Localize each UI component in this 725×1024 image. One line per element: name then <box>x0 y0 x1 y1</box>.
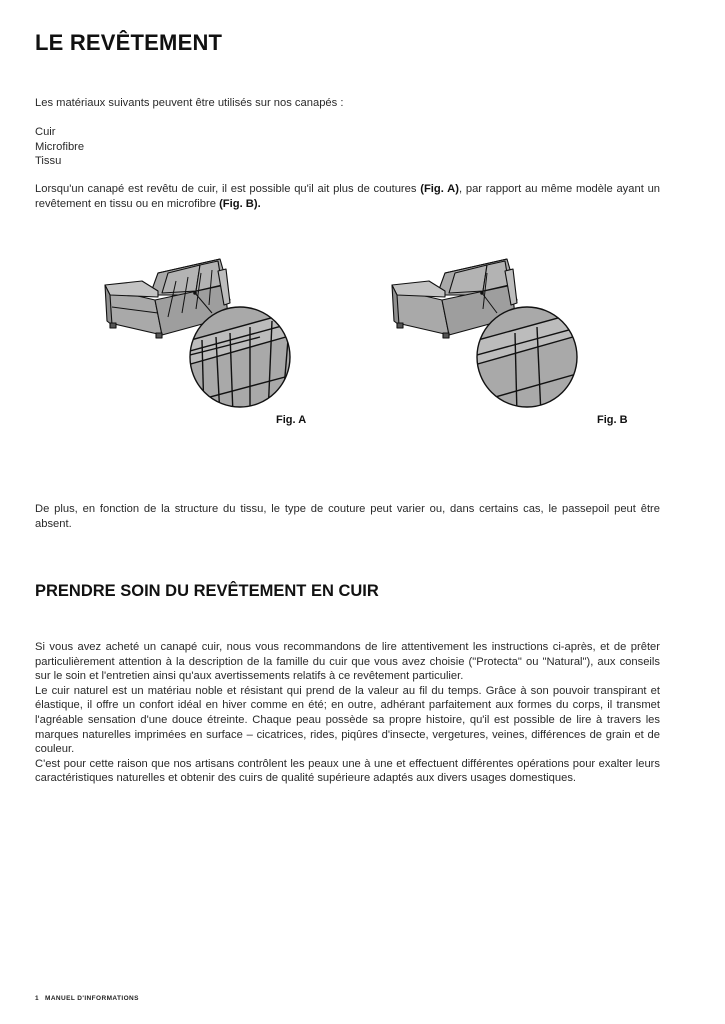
care-paragraph <box>35 640 660 786</box>
seams-paragraph <box>35 182 660 211</box>
page-number: 1 <box>35 995 40 1002</box>
material-item: Tissu <box>35 155 62 168</box>
fig-b-reference: (Fig. B). <box>219 197 261 210</box>
page-title: LE REVÊTEMENT <box>35 30 223 55</box>
figure-a-sofa-illustration <box>100 255 300 420</box>
care-text-3: C'est pour cette raison que nos artisans contrôlent les peaux une à une et effectuent différentes opérations pour exalter leurs caractéristiques naturelles et obtenir des cuirs de qualité supérieure adaptés aux divers usages domestiques. <box>35 757 660 785</box>
figure-a-label: Fig. A <box>276 414 307 426</box>
footer-label: MANUEL D'INFORMATIONS <box>45 995 139 1002</box>
seams-text-2: , par rapport au même modèle ayant un revêtement en tissu ou en microfibre <box>35 183 661 210</box>
seams-text-1: Lorsqu'un canapé est revêtu de cuir, il est possible qu'il ait plus de coutures <box>35 183 421 195</box>
figure-b-label: Fig. B <box>597 414 628 426</box>
materials-list <box>35 125 660 169</box>
care-text-1: Si vous avez acheté un canapé cuir, nous vous recommandons de lire attentivement les instructions ci-après, et de prêter particulièrement attention à la description de la famille du cuir que vous avez choisie ("Protecta" ou "Natural"), aux conseils sur le soin et l'entretien ainsi qu'aux avertissements relatifs à ce revêtement particulier. <box>35 641 660 683</box>
material-item: Cuir <box>35 126 56 138</box>
page-footer <box>35 995 139 1002</box>
intro-text: Les matériaux suivants peuvent être utilisés sur nos canapés : <box>35 97 344 109</box>
material-item: Microfibre <box>35 140 85 153</box>
section-title: PRENDRE SOIN DU REVÊTEMENT EN CUIR <box>35 582 379 600</box>
figure-b-sofa-illustration <box>387 255 587 420</box>
care-text-2: Le cuir naturel est un matériau noble et résistant qui prend de la valeur au fil du temps. Grâce à son pouvoir transpirant et élastique, il offre un confort idéal en hiver comme en été; en outre, adhérant parfaitement aux formes du corps, il transmet l'agréable sensation d'une douce étreinte. Chaque peau possède sa propre histoire, qu'il est possible de lire à travers les marques naturelles imprimées en surface – cicatrices, rides, piqûres d'insecte, vergetures, veines, différences de grain et de couleur. <box>35 684 660 756</box>
structure-note: De plus, en fonction de la structure du tissu, le type de couture peut varier ou, dans certains cas, le passepoil peut être absent. <box>35 503 660 530</box>
fig-a-reference: (Fig. A) <box>420 183 459 195</box>
